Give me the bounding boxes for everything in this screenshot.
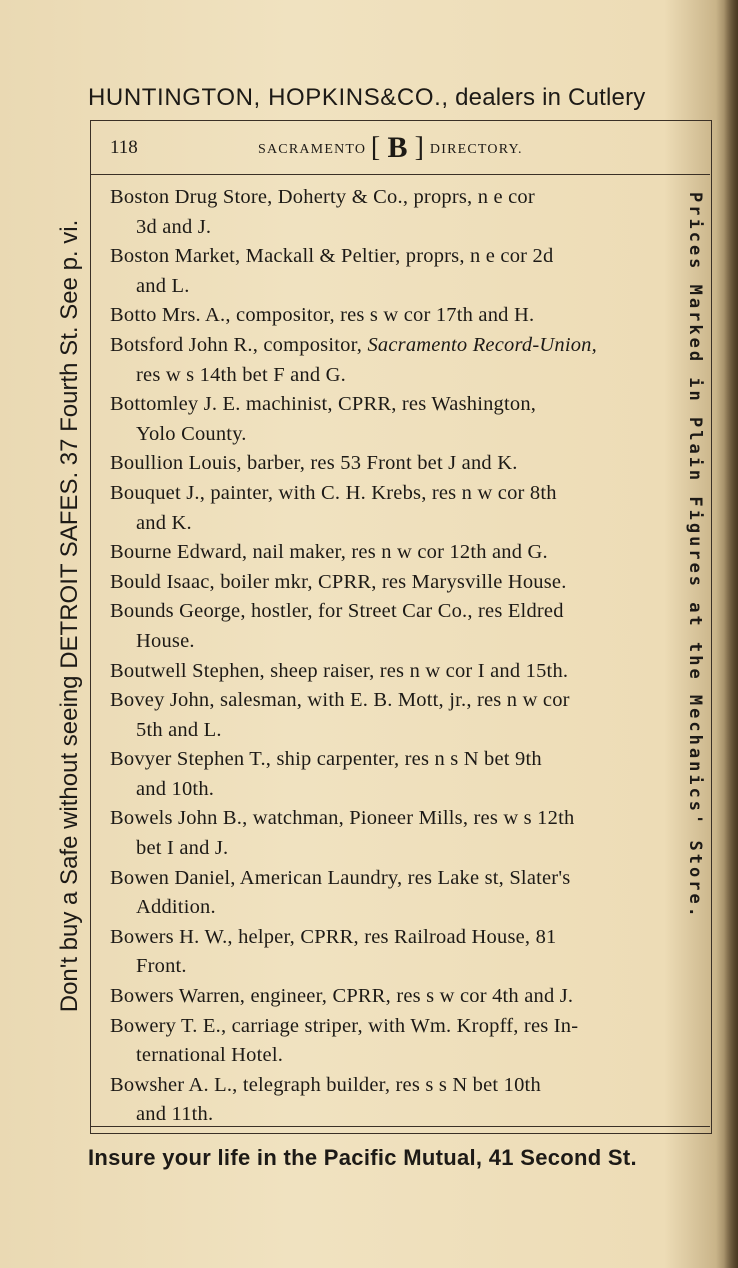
entry-line [110, 331, 700, 361]
entry-line: Bounds George, hostler, for Street Car Co., res Eldred [110, 600, 564, 623]
directory-entry [110, 242, 700, 301]
directory-entry [110, 390, 700, 449]
left-margin-advertisement: Don't buy a Safe without seeing DETROIT SAFES. 37 Fourth St. See p. vi. [56, 219, 83, 1013]
directory-entries [110, 183, 700, 1130]
bottom-advertisement: Insure your life in the Pacific Mutual, 41 Second St. [88, 1145, 637, 1170]
directory-entry [110, 301, 700, 331]
running-head-directory: DIRECTORY. [429, 142, 523, 157]
entry-line: Boutwell Stephen, sheep raiser, res n w cor I and 15th. [110, 659, 569, 682]
entry-line: Yolo County. [136, 422, 247, 445]
entry-line: Bould Isaac, boiler mkr, CPRR, res Marysville House. [110, 570, 567, 593]
entry-line: Addition. [136, 896, 216, 919]
bracket-open: [ [370, 132, 382, 163]
directory-entry [110, 745, 700, 804]
running-head-city: SACRAMENTO [258, 142, 367, 157]
entry-italic-text: Sacramento Record-Union, [367, 333, 597, 356]
directory-entry [110, 538, 700, 568]
entry-line: Boston Market, Mackall & Peltier, proprs, n e cor 2d [110, 245, 554, 268]
directory-entry [110, 686, 700, 745]
directory-entry [110, 183, 700, 242]
entry-line: 3d and J. [136, 215, 212, 238]
entry-line: Bowery T. E., carriage striper, with Wm. Kropff, res In- [110, 1014, 579, 1037]
entry-line: and L. [136, 274, 190, 297]
section-letter: B [387, 131, 409, 164]
entry-line-text: Botsford John R., compositor, [110, 333, 368, 356]
bracket-close: ] [414, 132, 426, 163]
entry-line: Bowers Warren, engineer, CPRR, res s w cor 4th and J. [110, 985, 574, 1008]
right-margin-advertisement: Prices Marked in Plain Figures at the Mechanics' Store. [685, 192, 705, 920]
directory-entry [110, 657, 700, 687]
entry-line: House. [136, 629, 195, 652]
running-head-title [258, 130, 578, 168]
entry-line: bet I and J. [136, 837, 229, 860]
entry-line: Bovyer Stephen T., ship carpenter, res n s N bet 9th [110, 748, 542, 771]
directory-entry [110, 804, 700, 863]
directory-entry [110, 923, 700, 982]
entry-line: res w s 14th bet F and G. [136, 363, 346, 386]
directory-entry [110, 331, 700, 390]
entry-line: Bourne Edward, nail maker, res n w cor 12th and G. [110, 541, 548, 564]
directory-entry [110, 568, 700, 598]
page-edge-shadow [724, 0, 738, 1268]
entry-line: Bowers H. W., helper, CPRR, res Railroad House, 81 [110, 925, 557, 948]
top-advertisement [88, 80, 718, 116]
entry-line: ternational Hotel. [136, 1044, 284, 1067]
entry-line: Bouquet J., painter, with C. H. Krebs, res n w cor 8th [110, 481, 557, 504]
directory-entry [110, 1071, 700, 1130]
entry-line: Bowen Daniel, American Laundry, res Lake st, Slater's [110, 866, 571, 889]
running-head [110, 130, 700, 166]
directory-entry [110, 479, 700, 538]
entry-line: Front. [136, 955, 187, 978]
top-ad-firm: HUNTINGTON, HOPKINS&CO. [88, 84, 442, 111]
page-number: 118 [110, 137, 138, 158]
directory-entry [110, 864, 700, 923]
entry-line: and 10th. [136, 777, 215, 800]
entry-line: Boullion Louis, barber, res 53 Front bet J and K. [110, 452, 518, 475]
entry-line: 5th and L. [136, 718, 222, 741]
entry-line: and 11th. [136, 1103, 214, 1126]
directory-entry [110, 982, 700, 1012]
entry-line: Bovey John, salesman, with E. B. Mott, jr., res n w cor [110, 689, 570, 712]
entry-line: Bottomley J. E. machinist, CPRR, res Washington, [110, 393, 537, 416]
header-rule [90, 174, 710, 175]
directory-entry [110, 597, 700, 656]
entry-line: Botto Mrs. A., compositor, res s w cor 17th and H. [110, 304, 535, 327]
entry-line: Bowels John B., watchman, Pioneer Mills, res w s 12th [110, 807, 575, 830]
directory-entry [110, 1012, 700, 1071]
entry-line: Boston Drug Store, Doherty & Co., proprs, n e cor [110, 186, 535, 208]
entry-line: Bowsher A. L., telegraph builder, res s s N bet 10th [110, 1073, 541, 1096]
directory-entry [110, 449, 700, 479]
top-ad-rest: , dealers in Cutlery [441, 84, 646, 111]
entry-line: and K. [136, 511, 192, 534]
